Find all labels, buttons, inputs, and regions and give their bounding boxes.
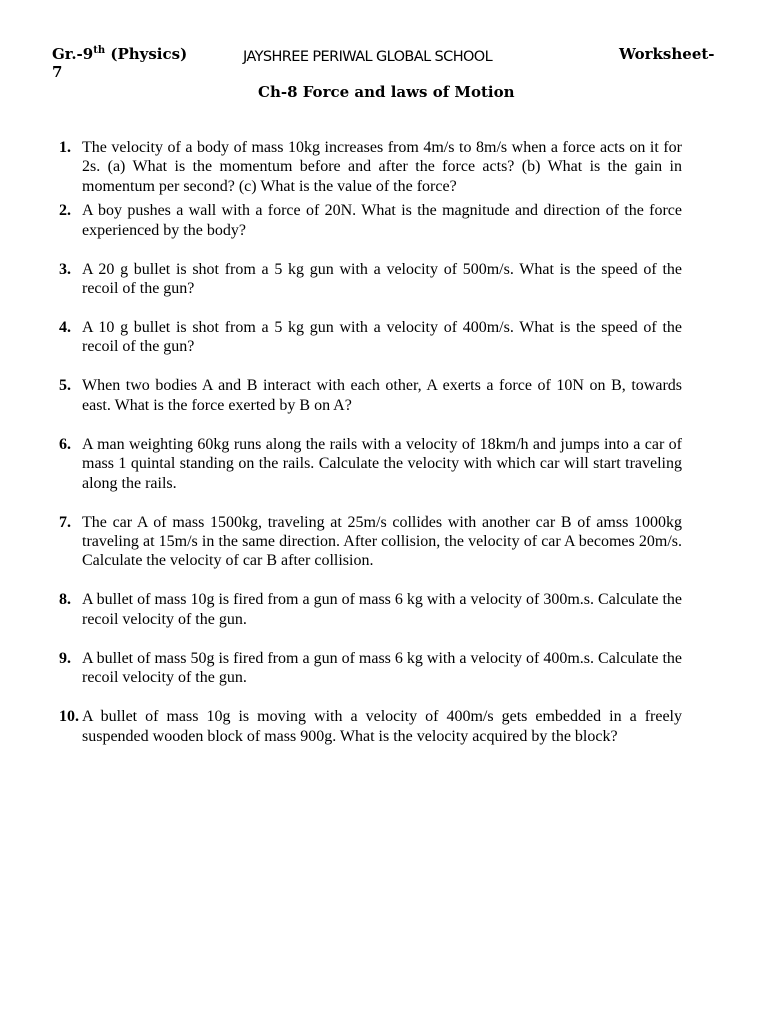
question-text: When two bodies A and B interact with each other, A exerts a force of 10N on B, towards east. What is the force exerted by B on A? <box>82 377 682 414</box>
worksheet-number: 7 <box>52 63 63 81</box>
school-name: JAYSHREE PERIWAL GLOBAL SCHOOL <box>243 49 493 65</box>
question-item <box>59 376 682 415</box>
question-item <box>59 513 682 571</box>
question-item <box>59 260 682 299</box>
question-item <box>59 590 682 629</box>
question-number: 8. <box>59 591 71 609</box>
grade-superscript: th <box>93 45 106 56</box>
chapter-title: Ch-8 Force and laws of Motion <box>258 83 515 101</box>
question-item <box>59 201 682 240</box>
question-number: 3. <box>59 260 71 278</box>
question-number: 7. <box>59 513 71 531</box>
question-item <box>59 707 682 746</box>
question-item <box>59 649 682 688</box>
question-item <box>59 435 682 493</box>
question-list <box>59 138 682 746</box>
question-number: 5. <box>59 377 71 395</box>
grade-prefix: Gr.-9 <box>52 45 94 63</box>
question-text: A bullet of mass 10g is moving with a velocity of 400m/s gets embedded in a freely suspended wooden block of mass 900g. What is the velocity acquired by the block? <box>82 708 682 745</box>
question-text: The car A of mass 1500kg, traveling at 25m/s collides with another car B of amss 1000kg traveling at 15m/s in the same direction. After collision, the velocity of car A becomes 20m/s. Calculate the velocity of car B after collision. <box>82 513 682 570</box>
question-text: The velocity of a body of mass 10kg increases from 4m/s to 8m/s when a force acts on it for 2s. (a) What is the momentum before and after the force acts? (b) What is the gain in momentum per second? (c) What is the value of the force? <box>82 139 682 195</box>
question-text: A 10 g bullet is shot from a 5 kg gun with a velocity of 400m/s. What is the speed of the recoil of the gun? <box>82 319 682 356</box>
question-number: 1. <box>59 139 71 156</box>
question-item <box>59 138 682 196</box>
question-item <box>59 318 682 357</box>
grade-label <box>52 46 187 63</box>
question-text: A man weighting 60kg runs along the rails with a velocity of 18km/h and jumps into a car of mass 1 quintal standing on the rails. Calculate the velocity with which car will start traveling along the rails. <box>82 435 682 492</box>
question-text: A 20 g bullet is shot from a 5 kg gun with a velocity of 500m/s. What is the speed of the recoil of the gun? <box>82 260 682 298</box>
grade-subject: (Physics) <box>105 45 188 63</box>
question-text: A bullet of mass 50g is fired from a gun of mass 6 kg with a velocity of 400m.s. Calculate the recoil velocity of the gun. <box>82 649 682 687</box>
question-text: A boy pushes a wall with a force of 20N. What is the magnitude and direction of the force experienced by the body? <box>82 202 682 239</box>
question-number: 6. <box>59 435 71 453</box>
question-number: 9. <box>59 649 71 667</box>
question-text: A bullet of mass 10g is fired from a gun of mass 6 kg with a velocity of 300m.s. Calculate the recoil velocity of the gun. <box>82 591 682 628</box>
question-number: 10. <box>59 708 79 726</box>
question-number: 2. <box>59 202 71 220</box>
worksheet-label: Worksheet- <box>619 45 715 63</box>
question-number: 4. <box>59 319 71 337</box>
